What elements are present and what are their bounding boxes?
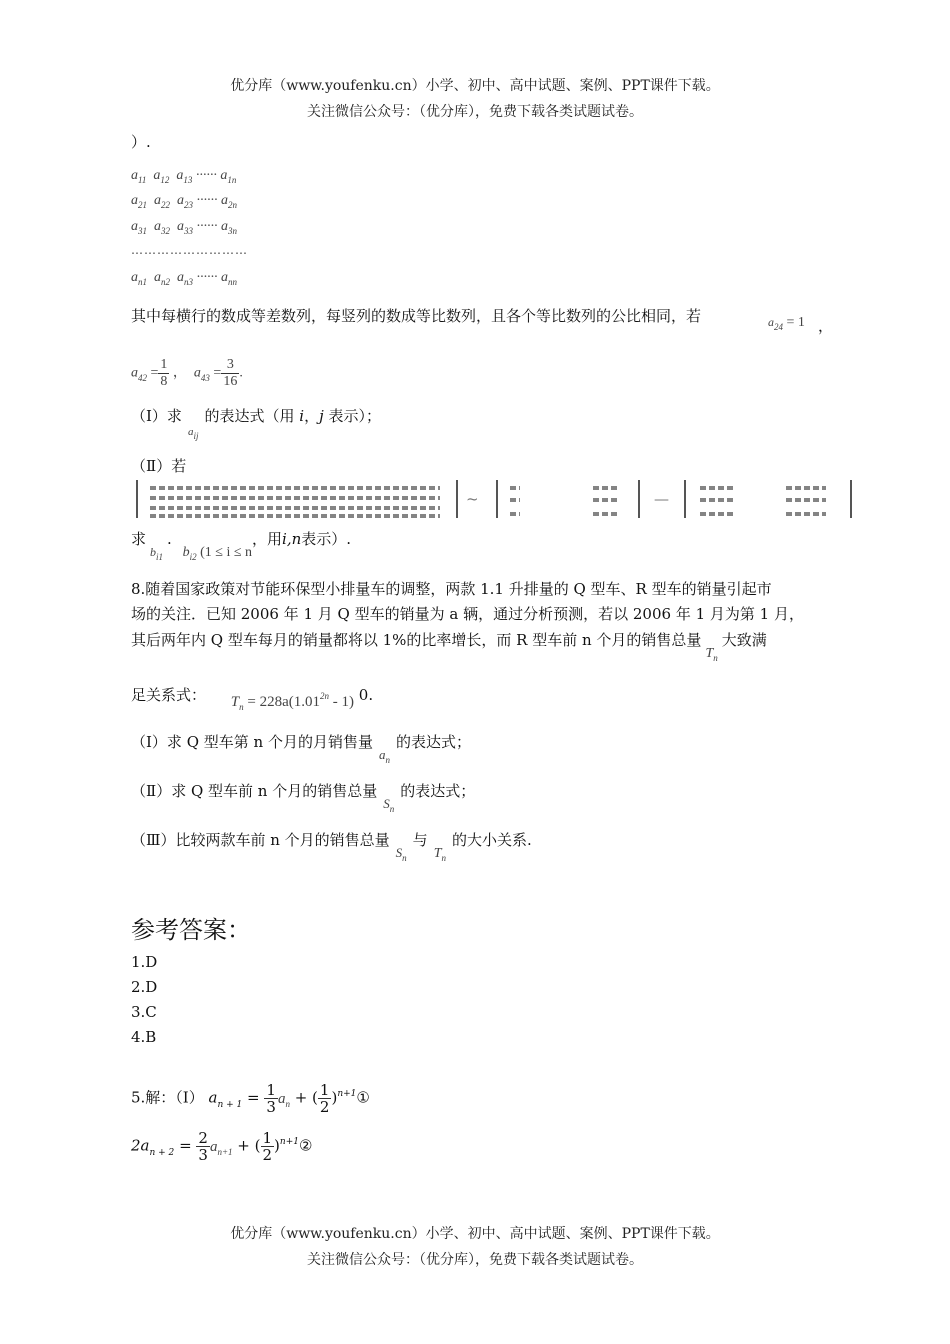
matrix-row-2: $a_{21}$ $a_{22}$ $a_{23}$ ······ $a_{2n}$ xyxy=(131,193,237,210)
q7-description: 其中每横行的数成等差数列，每竖列的数成等比数列，且各个等比数列的公比相同，若 xyxy=(131,307,702,325)
answer-5-eq2: $2a_{n + 2}$ = $\frac{2}{3}$ $a_{n+1}$ + ( $\frac{1}{2}$ )$^{n+1}$② xyxy=(131,1129,313,1164)
q7-given-a24: $a_{24} = 1$ xyxy=(768,315,805,332)
q8-part3: （Ⅲ）比较两款车前 n 个月的销售总量$S_n$与$T_n$的大小关系. xyxy=(131,831,532,863)
matrix-dots: ……………………… xyxy=(131,243,248,257)
matrix-bracket-3 xyxy=(684,480,852,518)
matrix-bracket-1 xyxy=(136,480,458,518)
answers-title: 参考答案： xyxy=(131,916,251,944)
q8-line-4: 足关系式： $T_n = 228a(1.01^{2n} - 1)$ 0. xyxy=(131,686,374,712)
q7-part2: （Ⅱ）若 xyxy=(131,457,187,475)
blurred-matrix-equation xyxy=(136,480,852,522)
q8-line-3: 其后两年内 Q 型车每月的销量都将以 1%的比率增长，而 R 型车前 n 个月的销售总量$T_n$大致满 xyxy=(131,631,767,663)
q8-part1: （Ⅰ）求 Q 型车第 n 个月的月销售量$a_n$的表达式； xyxy=(131,733,471,765)
footer-line-1: 优分库（www.youfenku.cn）小学、初中、高中试题、案例、PPT课件下载。 xyxy=(230,1226,720,1242)
q7-given-fractions: $a_{42}$ = $\frac{1}{8}$ ， $a_{43}$ = $\frac{3}{16}$ . xyxy=(131,357,243,389)
answer-item: 1.D xyxy=(131,953,158,971)
q7-part2-ask: 求$_{b_{i1}}$. $b_{i2}$ (1 ≤ i ≤ n，用i,n表示）. xyxy=(131,530,352,562)
header-line-2: 关注微信公众号：（优分库），免费下载各类试题试卷。 xyxy=(307,104,643,120)
footer-line-2: 关注微信公众号：（优分库），免费下载各类试题试卷。 xyxy=(307,1252,643,1268)
q8-line-1: 8.随着国家政策对节能环保型小排量车的调整，两款 1.1 升排量的 Q 型车、R 型车的销量引起市 xyxy=(131,580,772,598)
answer-item: 4.B xyxy=(131,1028,157,1046)
minus-symbol: — xyxy=(654,490,669,508)
matrix-row-n: $a_{n1}$ $a_{n2}$ $a_{n3}$ ······ $a_{nn}$ xyxy=(131,270,237,287)
header-line-1: 优分库（www.youfenku.cn）小学、初中、高中试题、案例、PPT课件下载。 xyxy=(230,78,720,94)
matrix-row-3: $a_{31}$ $a_{32}$ $a_{33}$ ······ $a_{3n}$ xyxy=(131,219,237,236)
q8-line-2: 场的关注．已知 2006 年 1 月 Q 型车的销量为 a 辆，通过分析预测，若以 2006 年 1 月为第 1 月， xyxy=(131,605,804,623)
q7-part1: （Ⅰ）求$_{a_{ij}}$的表达式（用 i，j 表示）； xyxy=(131,407,382,441)
matrix-bracket-2 xyxy=(496,480,640,518)
q7-comma: ， xyxy=(818,317,834,335)
answer-item: 3.C xyxy=(131,1003,157,1021)
answer-item: 2.D xyxy=(131,978,158,996)
tilde-symbol: ~ xyxy=(466,490,479,508)
q7-prefix: ）. xyxy=(131,133,151,151)
q8-part2: （Ⅱ）求 Q 型车前 n 个月的销售总量$S_n$的表达式； xyxy=(131,782,476,814)
answer-5-eq1: 5.解：（Ⅰ） $a_{n + 1}$ = $\frac{1}{3}$ $a_n$ + ( $\frac{1}{2}$ )$^{n+1}$① xyxy=(131,1081,370,1116)
matrix-row-1: $a_{11}$ $a_{12}$ $a_{13}$ ······ $a_{1n}$ xyxy=(131,168,237,185)
